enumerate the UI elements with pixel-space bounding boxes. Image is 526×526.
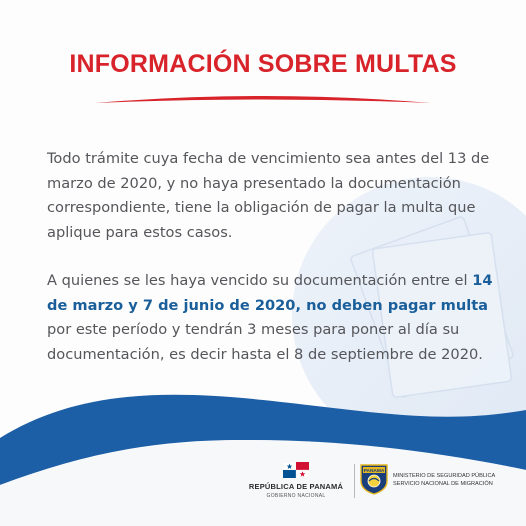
footer-logos [0,450,526,526]
republic-logo [246,462,346,502]
ministry-text [393,472,495,488]
ministry-line-1: MINISTERIO DE SEGURIDAD PÚBLICA [393,473,496,479]
republic-name: REPÚBLICA DE PANAMÁ [248,482,344,491]
title-underline [95,93,431,107]
ministry-line-2: SERVICIO NACIONAL DE MIGRACIÓN [393,481,493,487]
paragraph-fines-before-march: Todo trámite cuya fecha de vencimiento sea antes del 13 de marzo de 2020, y no haya presentado la documentación correspondiente, tiene la obligación de pagar la multa que aplique para estos casos. [47,150,490,241]
panama-flag-icon [283,462,309,478]
seal-text: PANAMA [363,469,385,474]
highlighted-dates: 14 de marzo y 7 de junio de 2020, no deben pagar multa [47,272,493,314]
logo-divider [354,464,355,498]
paragraph2-rest: por este período y tendrán 3 meses para poner al día su documentación, es decir hasta el 8 de septiembre de 2020. [47,321,483,363]
page-title: INFORMACIÓN SOBRE MULTAS [69,50,457,78]
migration-seal-icon [359,463,389,495]
government-label: GOBIERNO NACIONAL [266,493,326,499]
paragraph-no-fine-period [47,269,497,367]
paragraph2-intro: A quienes se les haya vencido su documentación entre el [47,272,473,289]
